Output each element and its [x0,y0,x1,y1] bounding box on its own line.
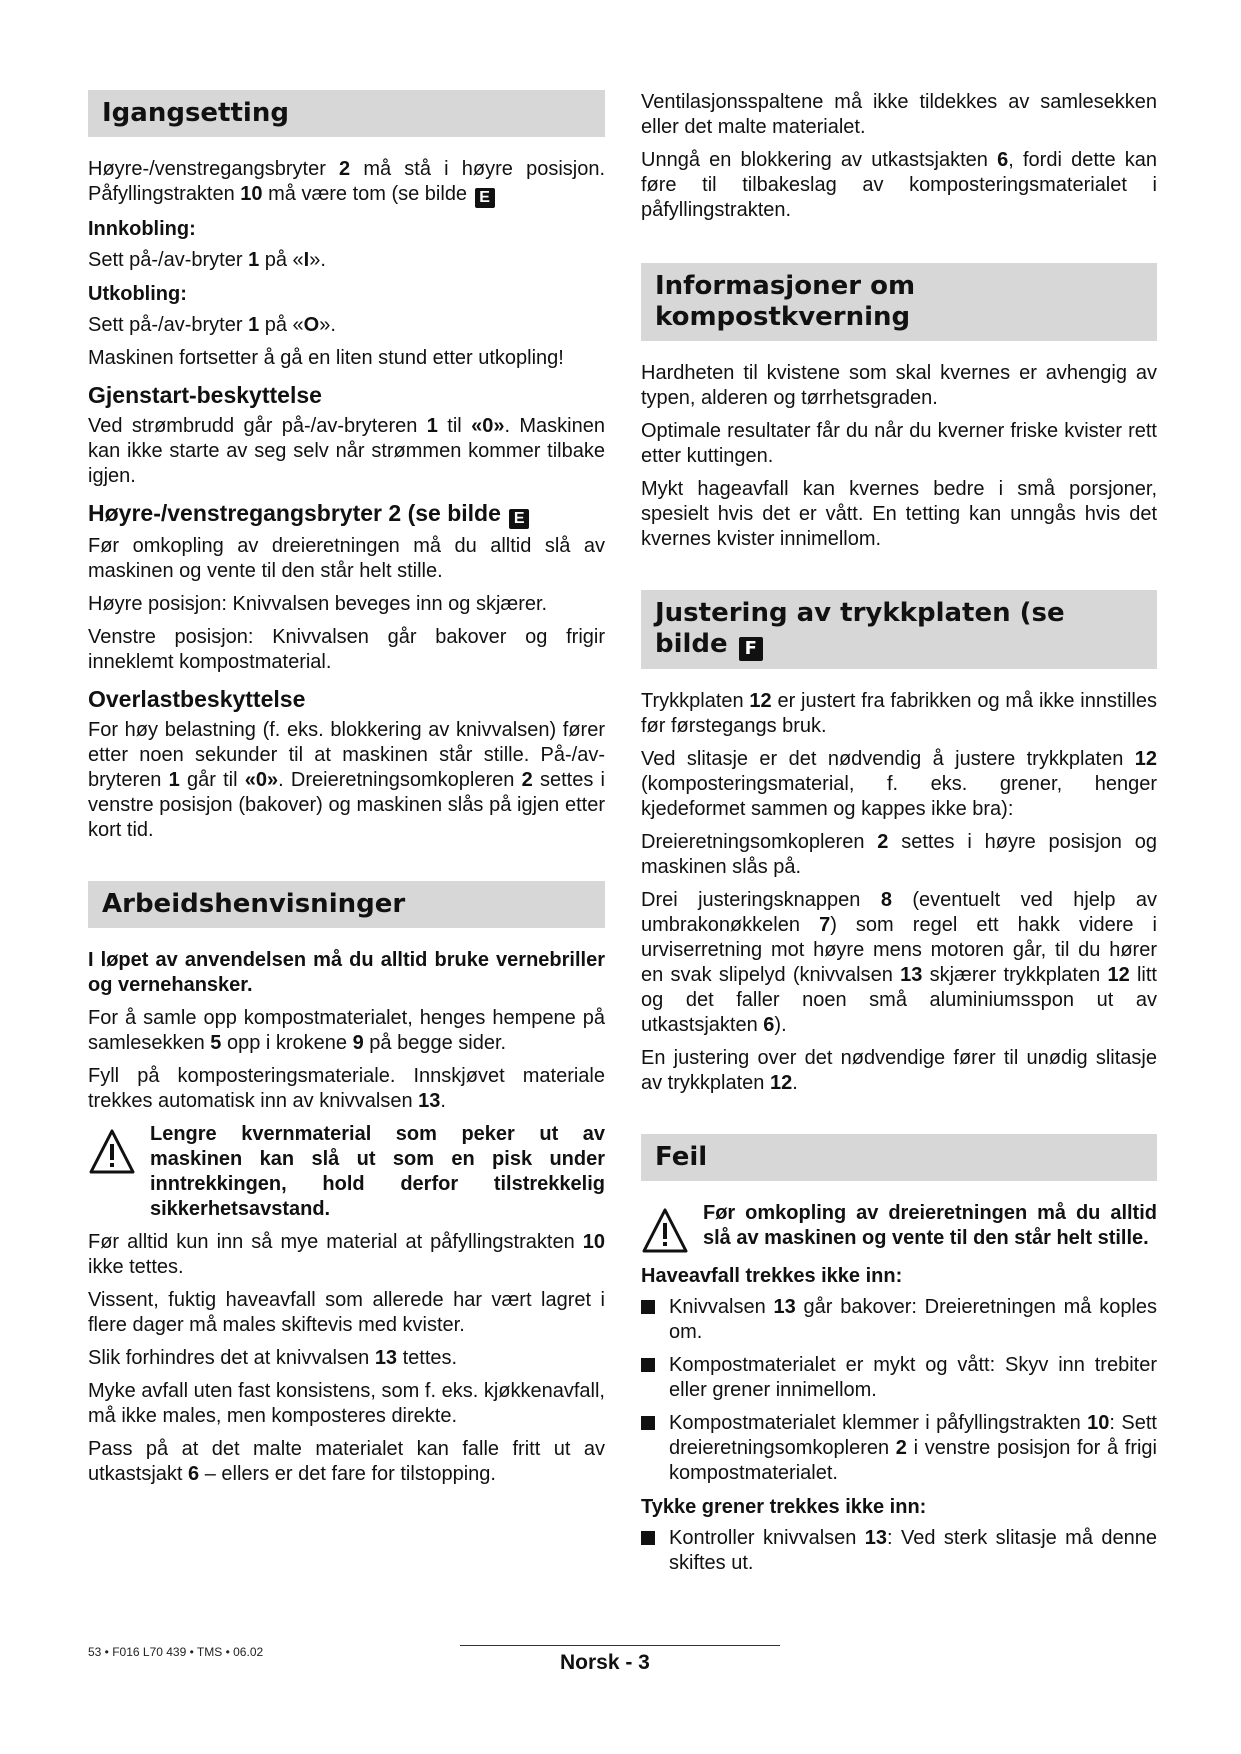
subheading-utkobling: Utkobling: [88,283,187,305]
para-gjenstart: Ved strømbrudd går på-/av-bryteren 1 til «0». Maskinen kan ikke starte av seg selv når strømmen kommer tilbake igjen. [88,415,605,487]
warning-triangle-icon [641,1207,689,1255]
subheading-innkobling: Innkobling: [88,218,196,240]
para-just-4: Drei justeringsknappen 8 (eventuelt ved hjelp av umbrakonøkkelen 7) som regel ett hakk videre i urviserretning mot høyre mens motoren går, til du hører en svak slipelyd (knivvalsen 13 skjærer trykkplaten 12 litt og det faller noen små aluminiumsspon ut av utkastsjakten 6). [641,889,1158,1036]
para-arb-2: Fyll på komposteringsmateriale. Innskjøvet materiale trekkes automatisk inn av knivvalsen 13. [88,1065,605,1112]
para-utkobling-2: Maskinen fortsetter å gå en liten stund etter utkopling! [88,347,564,369]
subheading-haveavfall: Haveavfall trekkes ikke inn: [641,1265,903,1287]
para-ventilasjon: Ventilasjonsspaltene må ikke tildekkes av samlesekken eller det malte materialet. [641,91,1157,138]
para-arb-5: Slik forhindres det at knivvalsen 13 tettes. [88,1347,458,1369]
heading-arbeidshenvisninger: Arbeidshenvisninger [88,881,605,928]
para-info-3: Mykt hageavfall kan kvernes bedre i små porsjoner, spesielt hvis det er vått. En tetting kan unngås hvis det kvernes kvister innimellom. [641,478,1157,550]
warning-triangle-icon [88,1128,136,1176]
para-hv-2: Høyre posisjon: Knivvalsen beveges inn og skjærer. [88,593,548,615]
warning-text: Lengre kvernmaterial som peker ut av maskinen kan slå ut som en pisk under inntrekkingen, hold derfor tilstrekkelig sikkerhetsavstand. [150,1123,605,1220]
para-overlast: For høy belastning (f. eks. blokkering av knivvalsen) fører etter noen sekunder til at maskinen står stille. På-/av-bryteren 1 går til «0». Dreieretningsomkopleren 2 settes i venstre posisjon (bakover) og maskinen slås på igjen etter kort tid. [88,719,605,841]
left-column [88,90,605,1495]
right-column [641,90,1157,1584]
figure-ref-e: E [509,509,529,529]
figure-ref-e: E [475,188,495,208]
warning-text: Før omkopling av dreieretningen må du alltid slå av maskinen og vente til den står helt stille. [703,1202,1157,1249]
bullet-square-icon [641,1411,669,1486]
para-arb-6: Myke avfall uten fast konsistens, som f. eks. kjøkkenavfall, må ikke males, men komposteres direkte. [88,1380,605,1427]
bullet-square-icon [641,1295,669,1345]
para-unnga: Unngå en blokkering av utkastsjakten 6, fordi dette kan føre til tilbakeslag av komposteringsmaterialet i påfyllingstrakten. [641,149,1157,221]
figure-ref-f: F [739,637,763,661]
para-just-2: Ved slitasje er det nødvendig å justere trykkplaten 12 (komposteringsmaterial, f. eks. grener, henger kjedeformet sammen og kappes ikke bra): [641,748,1157,820]
footer-doc-code: 53 • F016 L70 439 • TMS • 06.02 [88,1645,264,1659]
heading-informasjoner: Informasjoner om kompostkverning [641,263,1157,341]
para-utkobling: Sett på-/av-bryter 1 på «O». [88,314,336,336]
heading-feil: Feil [641,1134,1157,1181]
para-arb-1: For å samle opp kompostmaterialet, henges hempene på samlesekken 5 opp i krokene 9 på begge sider. [88,1007,605,1054]
para-innkobling: Sett på-/av-bryter 1 på «I». [88,249,326,271]
para-arb-7: Pass på at det malte materialet kan falle fritt ut av utkastsjakt 6 – ellers er det fare for tilstopping. [88,1438,605,1485]
para-hv-3: Venstre posisjon: Knivvalsen går bakover og frigir inneklemt kompostmaterial. [88,626,605,673]
bullet-square-icon [641,1353,669,1403]
heading-igangsetting: Igangsetting [88,90,605,137]
para-just-5: En justering over det nødvendige fører til unødig slitasje av trykkplaten 12. [641,1047,1157,1094]
para-hv-1: Før omkopling av dreieretningen må du alltid slå av maskinen og vente til den står helt stille. [88,535,605,582]
list-item: Knivvalsen 13 går bakover: Dreieretningen må koples om. [641,1295,1157,1345]
para-info-1: Hardheten til kvistene som skal kvernes er avhengig av typen, alderen og tørrhetsgraden. [641,362,1157,409]
warning-block [88,1122,605,1222]
subheading-overlast: Overlastbeskyttelse [88,686,306,712]
subheading-tykke-grener: Tykke grener trekkes ikke inn: [641,1496,927,1518]
heading-justering: Justering av trykkplaten (se bilde F [641,590,1157,669]
subheading-gjenstart: Gjenstart-beskyttelse [88,382,322,408]
bullet-square-icon [641,1526,669,1576]
subheading-hoyre-venstre: Høyre-/venstregangsbryter 2 (se bilde E [88,499,605,529]
list-item: Kompostmaterialet er mykt og vått: Skyv inn trebiter eller grener innimellom. [641,1353,1157,1403]
para-arb-3: Før alltid kun inn så mye material at påfyllingstrakten 10 ikke tettes. [88,1231,605,1278]
para-arb-4: Vissent, fuktig haveavfall som allerede har vært lagret i flere dager må males skiftevis med kvister. [88,1289,605,1336]
para-just-3: Dreieretningsomkopleren 2 settes i høyre posisjon og maskinen slås på. [641,831,1157,878]
warning-block [641,1201,1157,1255]
para-just-1: Trykkplaten 12 er justert fra fabrikken og må ikke innstilles før førstegangs bruk. [641,690,1157,737]
list-item: Kontroller knivvalsen 13: Ved sterk slitasje må denne skiftes ut. [641,1526,1157,1576]
footer-rule [460,1645,780,1646]
list-item: Kompostmaterialet klemmer i påfyllingstrakten 10: Sett dreieretningsomkopleren 2 i venstre posisjon for å frigi kompostmaterialet. [641,1411,1157,1486]
para-arb-bold: I løpet av anvendelsen må du alltid bruke vernebriller og vernehansker. [88,949,605,996]
footer-page-label: Norsk - 3 [560,1651,650,1674]
para-info-2: Optimale resultater får du når du kverner friske kvister rett etter kuttingen. [641,420,1157,467]
para-igangsetting: Høyre-/venstregangsbryter 2 må stå i høyre posisjon. Påfyllingstrakten 10 må være tom (se bilde E [88,158,606,206]
